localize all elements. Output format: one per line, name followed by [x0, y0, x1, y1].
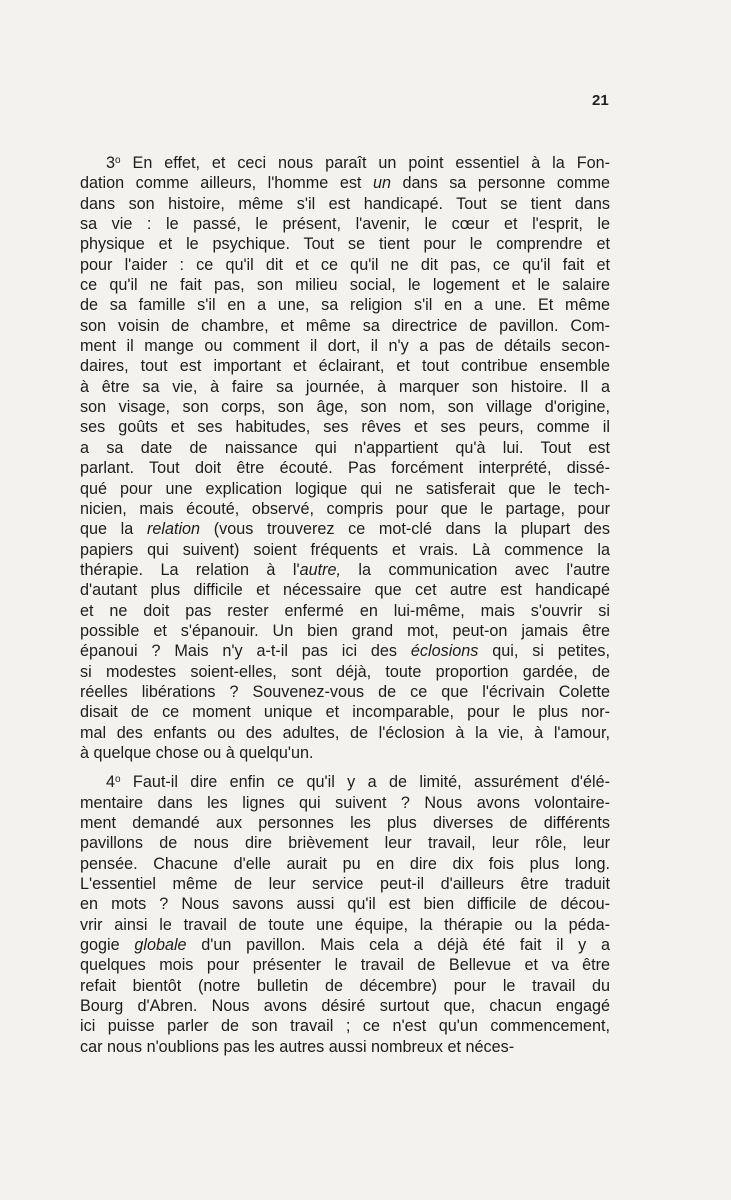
text-line: thérapie. La relation à l'autre, la communication avec l'autre	[80, 560, 610, 579]
text-line: son visage, son corps, son âge, son nom, son village d'origine,	[80, 398, 610, 417]
text-line: que la relation (vous trouverez ce mot-clé dans la plupart des	[80, 520, 610, 539]
text-line: vrir ainsi le travail de toute une équipe, la thérapie ou la péda-	[80, 915, 610, 934]
ordinal-mark: o	[115, 774, 121, 786]
text-line: à quelque chose ou à quelqu'un.	[80, 743, 314, 762]
text-line: mentaire dans les lignes qui suivent ? Nous avons volontaire-	[80, 793, 610, 812]
text-line: de sa famille s'il en a une, sa religion s'il en a une. Et même	[80, 296, 610, 315]
text-line: épanoui ? Mais n'y a-t-il pas ici des éclosions qui, si petites,	[80, 642, 610, 661]
text-line: son voisin de chambre, et même sa directrice de pavillon. Com-	[80, 316, 610, 335]
text-line: papiers qui suivent) soient fréquents et vrais. Là commence la	[80, 540, 610, 559]
text-line-content: Faut-il dire enfin ce qu'il y a de limité, assurément d'élé-	[120, 773, 610, 792]
text-line: réelles libérations ? Souvenez-vous de ce que l'écrivain Colette	[80, 682, 610, 701]
text-line: gogie globale d'un pavillon. Mais cela a déjà été fait il y a	[80, 936, 610, 955]
text-line	[80, 772, 610, 792]
text-line: dans son histoire, même s'il est handicapé. Tout se tient dans	[80, 194, 610, 213]
text-line: daires, tout est important et éclairant, et tout contribue ensemble	[80, 357, 610, 376]
text-line: mal des enfants ou des adultes, de l'éclosion à la vie, à l'amour,	[80, 723, 610, 742]
text-line: Bourg d'Abren. Nous avons désiré surtout que, chacun engagé	[80, 997, 610, 1016]
text-line: physique et le psychique. Tout se tient pour le comprendre et	[80, 235, 610, 254]
paragraph-number: 4	[106, 773, 116, 792]
body-text	[80, 153, 610, 1057]
text-line: parlant. Tout doit être écouté. Pas forcément interprété, dissé-	[80, 459, 610, 478]
text-line: disait de ce moment unique et incomparable, pour le plus nor-	[80, 703, 610, 722]
text-line: sa vie : le passé, le présent, l'avenir, le cœur et l'esprit, le	[80, 215, 610, 234]
text-line: qué pour une explication logique qui ne satisferait que le tech-	[80, 479, 610, 498]
text-line: et ne doit pas rester enfermé en lui-même, mais s'ouvrir si	[80, 601, 610, 620]
text-line: en mots ? Nous savons aussi qu'il est bien difficile de décou-	[80, 895, 610, 914]
paragraph-gap	[80, 763, 610, 772]
text-line: à être sa vie, à faire sa journée, à marquer son histoire. Il a	[80, 377, 610, 396]
text-line: quelques mois pour présenter le travail de Bellevue et va être	[80, 956, 610, 975]
text-line: possible et s'épanouir. Un bien grand mot, peut-on jamais être	[80, 621, 610, 640]
text-line: car nous n'oublions pas les autres aussi nombreux et néces-	[80, 1037, 515, 1056]
text-line-content: En effet, et ceci nous paraît un point essentiel à la Fon-	[120, 154, 610, 172]
text-line: ce qu'il ne fait pas, son milieu social, le logement et le salaire	[80, 276, 610, 295]
page-number: 21	[592, 92, 609, 109]
text-line: d'autant plus difficile et nécessaire que cet autre est handicapé	[80, 581, 610, 600]
text-line: nicien, mais écouté, observé, compris pour que le partage, pour	[80, 499, 610, 518]
text-line	[80, 153, 610, 173]
text-line: pavillons de nous dire brièvement leur travail, leur rôle, leur	[80, 834, 610, 853]
text-line: L'essentiel même de leur service peut-il d'ailleurs être traduit	[80, 875, 610, 894]
text-line: si modestes soient-elles, sont déjà, toute proportion gardée, de	[80, 662, 610, 681]
text-line: pensée. Chacune d'elle aurait pu en dire dix fois plus long.	[80, 854, 610, 873]
ordinal-mark: o	[115, 155, 121, 166]
paragraph-4	[80, 772, 610, 1057]
paragraph-number: 3	[106, 154, 116, 172]
paragraph-3	[80, 153, 610, 763]
text-line: ment demandé aux personnes les plus diverses de différents	[80, 814, 610, 832]
text-line: refait bientôt (notre bulletin de décembre) pour le travail du	[80, 976, 610, 995]
text-line: dation comme ailleurs, l'homme est un dans sa personne comme	[80, 174, 610, 193]
text-line: a sa date de naissance qui n'appartient qu'à lui. Tout est	[80, 438, 610, 457]
text-line: pour l'aider : ce qu'il dit et ce qu'il ne dit pas, ce qu'il fait et	[80, 255, 610, 274]
text-line: ici puisse parler de son travail ; ce n'est qu'un commencement,	[80, 1017, 610, 1036]
text-line: ment il mange ou comment il dort, il n'y a pas de détails secon-	[80, 337, 610, 356]
text-line: ses goûts et ses habitudes, ses rêves et ses peurs, comme il	[80, 418, 610, 437]
